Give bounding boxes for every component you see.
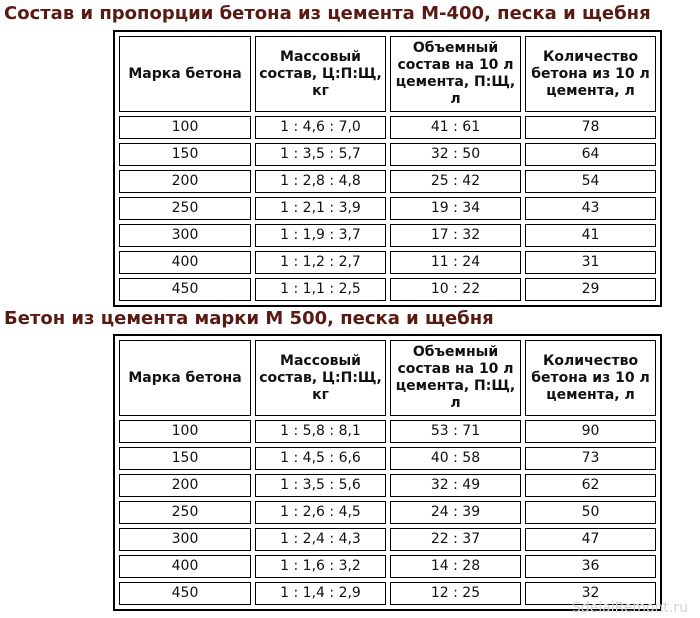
header-row [119, 340, 656, 416]
cell-mass-ratio: 1 : 5,8 : 8,1 [255, 420, 386, 443]
table1-title: Состав и пропорции бетона из цемента М-400, песка и щебня [4, 3, 651, 24]
cell-volume-ratio: 41 : 61 [390, 116, 521, 139]
cell-volume-ratio: 14 : 28 [390, 555, 521, 578]
table1-body [119, 116, 656, 301]
cell-grade: 250 [119, 197, 251, 220]
cell-yield: 54 [525, 170, 656, 193]
concrete-m400-table [113, 30, 662, 307]
cell-yield: 73 [525, 447, 656, 470]
cell-volume-ratio: 10 : 22 [390, 278, 521, 301]
cell-mass-ratio: 1 : 1,9 : 3,7 [255, 224, 386, 247]
header-concrete-yield: Количество бетона из 10 л цемента, л [525, 36, 656, 112]
table-row [119, 224, 656, 247]
cell-grade: 200 [119, 474, 251, 497]
cell-mass-ratio: 1 : 2,1 : 3,9 [255, 197, 386, 220]
cell-grade: 450 [119, 582, 251, 605]
cell-grade: 400 [119, 251, 251, 274]
cell-yield: 32 [525, 582, 656, 605]
table-row [119, 116, 656, 139]
watermark: SdelaiRemont.ru [571, 600, 688, 616]
cell-grade: 150 [119, 447, 251, 470]
table-row [119, 251, 656, 274]
cell-grade: 100 [119, 116, 251, 139]
header-grade: Марка бетона [119, 36, 251, 112]
cell-yield: 62 [525, 474, 656, 497]
cell-volume-ratio: 19 : 34 [390, 197, 521, 220]
cell-mass-ratio: 1 : 4,6 : 7,0 [255, 116, 386, 139]
cell-yield: 90 [525, 420, 656, 443]
table2-body [119, 420, 656, 605]
cell-yield: 41 [525, 224, 656, 247]
cell-grade: 300 [119, 224, 251, 247]
cell-volume-ratio: 25 : 42 [390, 170, 521, 193]
header-volume-composition: Объемный состав на 10 л цемента, П:Щ, л [390, 36, 521, 112]
table-row [119, 170, 656, 193]
concrete-m500-table [113, 334, 662, 611]
header-mass-composition: Массовый состав, Ц:П:Щ, кг [255, 340, 386, 416]
cell-mass-ratio: 1 : 2,6 : 4,5 [255, 501, 386, 524]
table-row [119, 528, 656, 551]
cell-yield: 29 [525, 278, 656, 301]
cell-yield: 50 [525, 501, 656, 524]
table-row [119, 447, 656, 470]
table2-title: Бетон из цемента марки М 500, песка и щебня [4, 308, 494, 329]
cell-mass-ratio: 1 : 1,6 : 3,2 [255, 555, 386, 578]
cell-mass-ratio: 1 : 1,1 : 2,5 [255, 278, 386, 301]
cell-volume-ratio: 17 : 32 [390, 224, 521, 247]
table-row [119, 197, 656, 220]
cell-grade: 400 [119, 555, 251, 578]
header-volume-composition: Объемный состав на 10 л цемента, П:Щ, л [390, 340, 521, 416]
header-row [119, 36, 656, 112]
cell-volume-ratio: 53 : 71 [390, 420, 521, 443]
table-row [119, 278, 656, 301]
cell-mass-ratio: 1 : 4,5 : 6,6 [255, 447, 386, 470]
table-row [119, 420, 656, 443]
cell-yield: 43 [525, 197, 656, 220]
cell-volume-ratio: 12 : 25 [390, 582, 521, 605]
header-mass-composition: Массовый состав, Ц:П:Щ, кг [255, 36, 386, 112]
cell-yield: 47 [525, 528, 656, 551]
cell-grade: 200 [119, 170, 251, 193]
cell-grade: 250 [119, 501, 251, 524]
cell-yield: 36 [525, 555, 656, 578]
cell-volume-ratio: 22 : 37 [390, 528, 521, 551]
cell-volume-ratio: 32 : 49 [390, 474, 521, 497]
cell-volume-ratio: 11 : 24 [390, 251, 521, 274]
cell-mass-ratio: 1 : 3,5 : 5,7 [255, 143, 386, 166]
cell-mass-ratio: 1 : 2,8 : 4,8 [255, 170, 386, 193]
table-row [119, 501, 656, 524]
cell-mass-ratio: 1 : 2,4 : 4,3 [255, 528, 386, 551]
header-grade: Марка бетона [119, 340, 251, 416]
cell-yield: 64 [525, 143, 656, 166]
cell-yield: 31 [525, 251, 656, 274]
cell-volume-ratio: 32 : 50 [390, 143, 521, 166]
cell-mass-ratio: 1 : 1,2 : 2,7 [255, 251, 386, 274]
cell-grade: 150 [119, 143, 251, 166]
table-row [119, 555, 656, 578]
cell-yield: 78 [525, 116, 656, 139]
table-row [119, 474, 656, 497]
cell-volume-ratio: 40 : 58 [390, 447, 521, 470]
cell-grade: 100 [119, 420, 251, 443]
header-concrete-yield: Количество бетона из 10 л цемента, л [525, 340, 656, 416]
cell-volume-ratio: 24 : 39 [390, 501, 521, 524]
cell-grade: 450 [119, 278, 251, 301]
cell-mass-ratio: 1 : 3,5 : 5,6 [255, 474, 386, 497]
cell-grade: 300 [119, 528, 251, 551]
table-row [119, 143, 656, 166]
cell-mass-ratio: 1 : 1,4 : 2,9 [255, 582, 386, 605]
